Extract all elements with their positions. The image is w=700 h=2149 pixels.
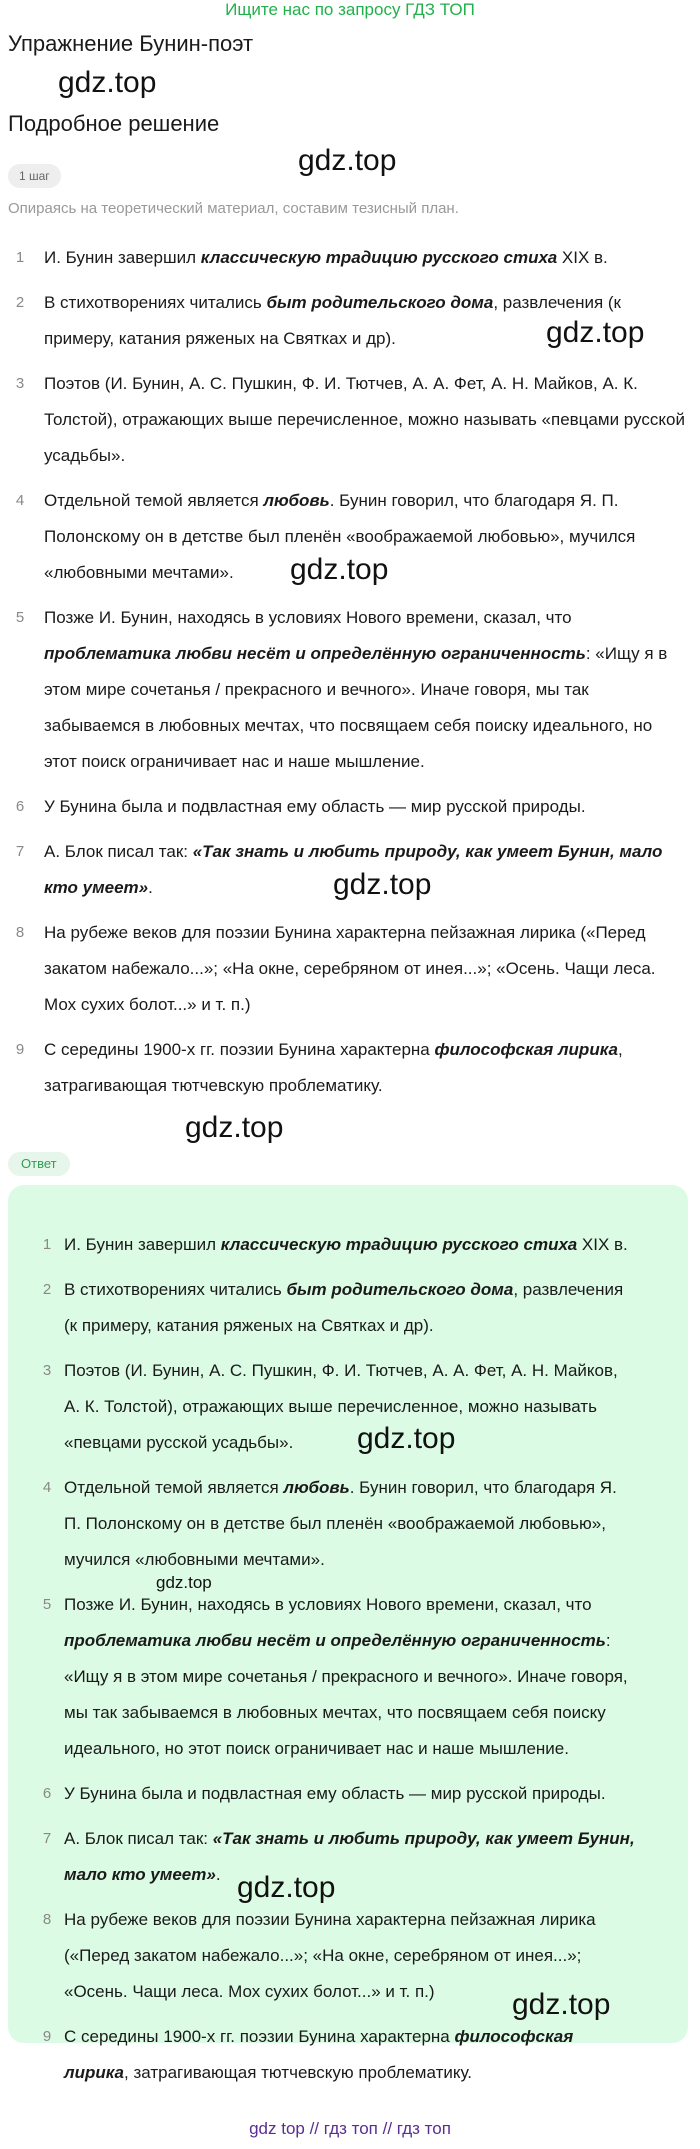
- item-text: , развлечения (к примеру, катания ряженых на Святках и др).: [44, 293, 621, 348]
- emphasis-text: классическую традицию русского стиха: [200, 248, 558, 267]
- item-text: Отдельной темой является: [64, 1478, 284, 1497]
- emphasis-text: проблематика любви несёт и определённую ограниченность: [44, 644, 586, 663]
- item-text: С середины 1900-х гг. поэзии Бунина характерна: [44, 1040, 435, 1059]
- item-text: .: [215, 1865, 221, 1884]
- item-text: : «Ищу я в этом мире сочетанья / прекрасного и вечного». Иначе говоря, мы так забываемся в любовных мечтах, что посвящаем себя поиску идеального, но этот поиск ограничивает нас и наше мышление.: [44, 644, 668, 771]
- list-item: [38, 1272, 638, 1344]
- answer-badge: Ответ: [8, 1152, 70, 1176]
- list-item: [38, 1353, 638, 1461]
- list-item: [38, 1776, 638, 1812]
- list-item: [8, 600, 688, 780]
- watermark: gdz.top: [58, 66, 157, 99]
- item-text: А. Блок писал так:: [64, 1829, 213, 1848]
- watermark: gdz.top: [237, 1871, 336, 1904]
- list-number: 5: [15, 609, 25, 626]
- item-text: С середины 1900-х гг. поэзии Бунина характерна: [64, 2027, 455, 2046]
- answer-box: [8, 1185, 688, 2082]
- list-item: [38, 1821, 638, 1893]
- list-number: 5: [42, 1596, 52, 1613]
- item-text: В стихотворениях читались: [44, 293, 267, 312]
- item-text: , затрагивающая тютчевскую проблематику.: [124, 2063, 473, 2082]
- list-item: [38, 1587, 638, 1767]
- footer-links[interactable]: gdz top // гдз топ // гдз топ: [249, 2119, 451, 2138]
- answer-list: [38, 1227, 638, 2091]
- list-item: [8, 366, 688, 474]
- item-text: На рубеже веков для поэзии Бунина характерна пейзажная лирика («Перед закатом набежало...»; «На окне, серебряном от инея...»; «Осень. Чащи леса. Мох сухих болот...» и т. п.): [44, 923, 656, 1014]
- emphasis-text: любовь: [283, 1478, 350, 1497]
- item-text: В стихотворениях читались: [64, 1280, 287, 1299]
- list-number: 6: [15, 798, 25, 815]
- list-number: 4: [42, 1479, 52, 1496]
- list-item: [8, 240, 688, 276]
- emphasis-text: проблематика любви несёт и определённую ограниченность: [64, 1631, 606, 1650]
- item-text: , затрагивающая тютчевскую проблематику.: [44, 1040, 623, 1095]
- list-number: 8: [42, 1911, 52, 1928]
- item-text: .: [148, 878, 153, 897]
- list-number: 7: [42, 1830, 52, 1847]
- list-number: 9: [42, 2028, 52, 2045]
- list-item: [8, 1032, 688, 1104]
- list-item: [38, 1227, 638, 1263]
- list-item: [8, 789, 688, 825]
- watermark: gdz.top: [546, 316, 645, 349]
- list-number: 2: [15, 294, 25, 311]
- list-number: 1: [42, 1236, 52, 1253]
- page-title: Упражнение Бунин-поэт: [8, 31, 254, 56]
- emphasis-text: философская лирика: [64, 2027, 574, 2082]
- watermark: gdz.top: [290, 553, 389, 586]
- search-banner[interactable]: Ищите нас по запросу ГДЗ ТОП: [225, 0, 475, 19]
- item-text: Позже И. Бунин, находясь в условиях Нового времени, сказал, что: [44, 608, 572, 627]
- item-text: У Бунина была и подвластная ему область — мир русской природы.: [44, 797, 586, 816]
- emphasis-text: «Так знать и любить природу, как умеет Бунин, мало кто умеет»: [64, 1829, 635, 1884]
- item-text: У Бунина была и подвластная ему область — мир русской природы.: [64, 1784, 606, 1803]
- item-text: Позже И. Бунин, находясь в условиях Нового времени, сказал, что: [64, 1595, 592, 1614]
- list-number: 8: [15, 924, 25, 941]
- item-text: XIX в.: [577, 1235, 628, 1254]
- list-number: 2: [42, 1281, 52, 1298]
- list-item: [8, 915, 688, 1023]
- list-item: [38, 1470, 638, 1578]
- item-text: И. Бунин завершил: [64, 1235, 221, 1254]
- emphasis-text: любовь: [263, 491, 330, 510]
- watermark: gdz.top: [512, 1988, 611, 2021]
- list-number: 7: [15, 843, 25, 860]
- list-item: [38, 2019, 638, 2091]
- emphasis-text: классическую традицию русского стиха: [220, 1235, 578, 1254]
- list-number: 6: [42, 1785, 52, 1802]
- emphasis-text: быт родительского дома: [286, 1280, 514, 1299]
- watermark: gdz.top: [185, 1111, 284, 1144]
- item-text: А. Блок писал так:: [44, 842, 193, 861]
- item-text: Поэтов (И. Бунин, А. С. Пушкин, Ф. И. Тютчев, А. А. Фет, А. Н. Майков, А. К. Толстой), отражающих выше перечисленное, можно называть «певцами русской усадьбы».: [44, 374, 685, 465]
- item-text: Поэтов (И. Бунин, А. С. Пушкин, Ф. И. Тютчев, А. А. Фет, А. Н. Майков, А. К. Толстой), отражающих выше перечисленное, можно называть «певцами русской усадьбы».: [64, 1361, 618, 1452]
- watermark: gdz.top: [298, 144, 397, 177]
- item-text: XIX в.: [557, 248, 608, 267]
- list-number: 3: [42, 1362, 52, 1379]
- watermark: gdz.top: [333, 868, 432, 901]
- solution-heading: Подробное решение: [8, 111, 220, 136]
- intro-text: Опираясь на теоретический материал, составим тезисный план.: [8, 200, 459, 217]
- solution-list: [8, 240, 688, 1104]
- item-text: Отдельной темой является: [44, 491, 264, 510]
- emphasis-text: «Так знать и любить природу, как умеет Бунин, мало кто умеет»: [44, 842, 663, 897]
- list-number: 9: [15, 1041, 25, 1058]
- item-text: На рубеже веков для поэзии Бунина характерна пейзажная лирика («Перед закатом набежало...»; «На окне, серебряном от инея...»; «Осень. Чащи леса. Мох сухих болот...» и т. п.): [64, 1910, 596, 2001]
- item-text: И. Бунин завершил: [44, 248, 201, 267]
- item-text: , развлечения (к примеру, катания ряженых на Святках и др).: [64, 1280, 624, 1335]
- list-number: 3: [15, 375, 25, 392]
- step-badge: 1 шаг: [8, 164, 61, 188]
- emphasis-text: быт родительского дома: [266, 293, 494, 312]
- list-number: 4: [15, 492, 25, 509]
- list-number: 1: [15, 249, 25, 266]
- watermark: gdz.top: [156, 1573, 212, 1592]
- emphasis-text: философская лирика: [434, 1040, 618, 1059]
- item-text: : «Ищу я в этом мире сочетанья / прекрасного и вечного». Иначе говоря, мы так забываемся в любовных мечтах, что посвящаем себя поиску идеального, но этот поиск ограничивает нас и наше мышление.: [64, 1631, 628, 1758]
- item-text: . Бунин говорил, что благодаря Я. П. Полонскому он в детстве был пленён «воображаемой любовью», мучился «любовными мечтами».: [44, 491, 636, 582]
- watermark: gdz.top: [357, 1422, 456, 1455]
- item-text: . Бунин говорил, что благодаря Я. П. Полонскому он в детстве был пленён «воображаемой любовью», мучился «любовными мечтами».: [64, 1478, 617, 1569]
